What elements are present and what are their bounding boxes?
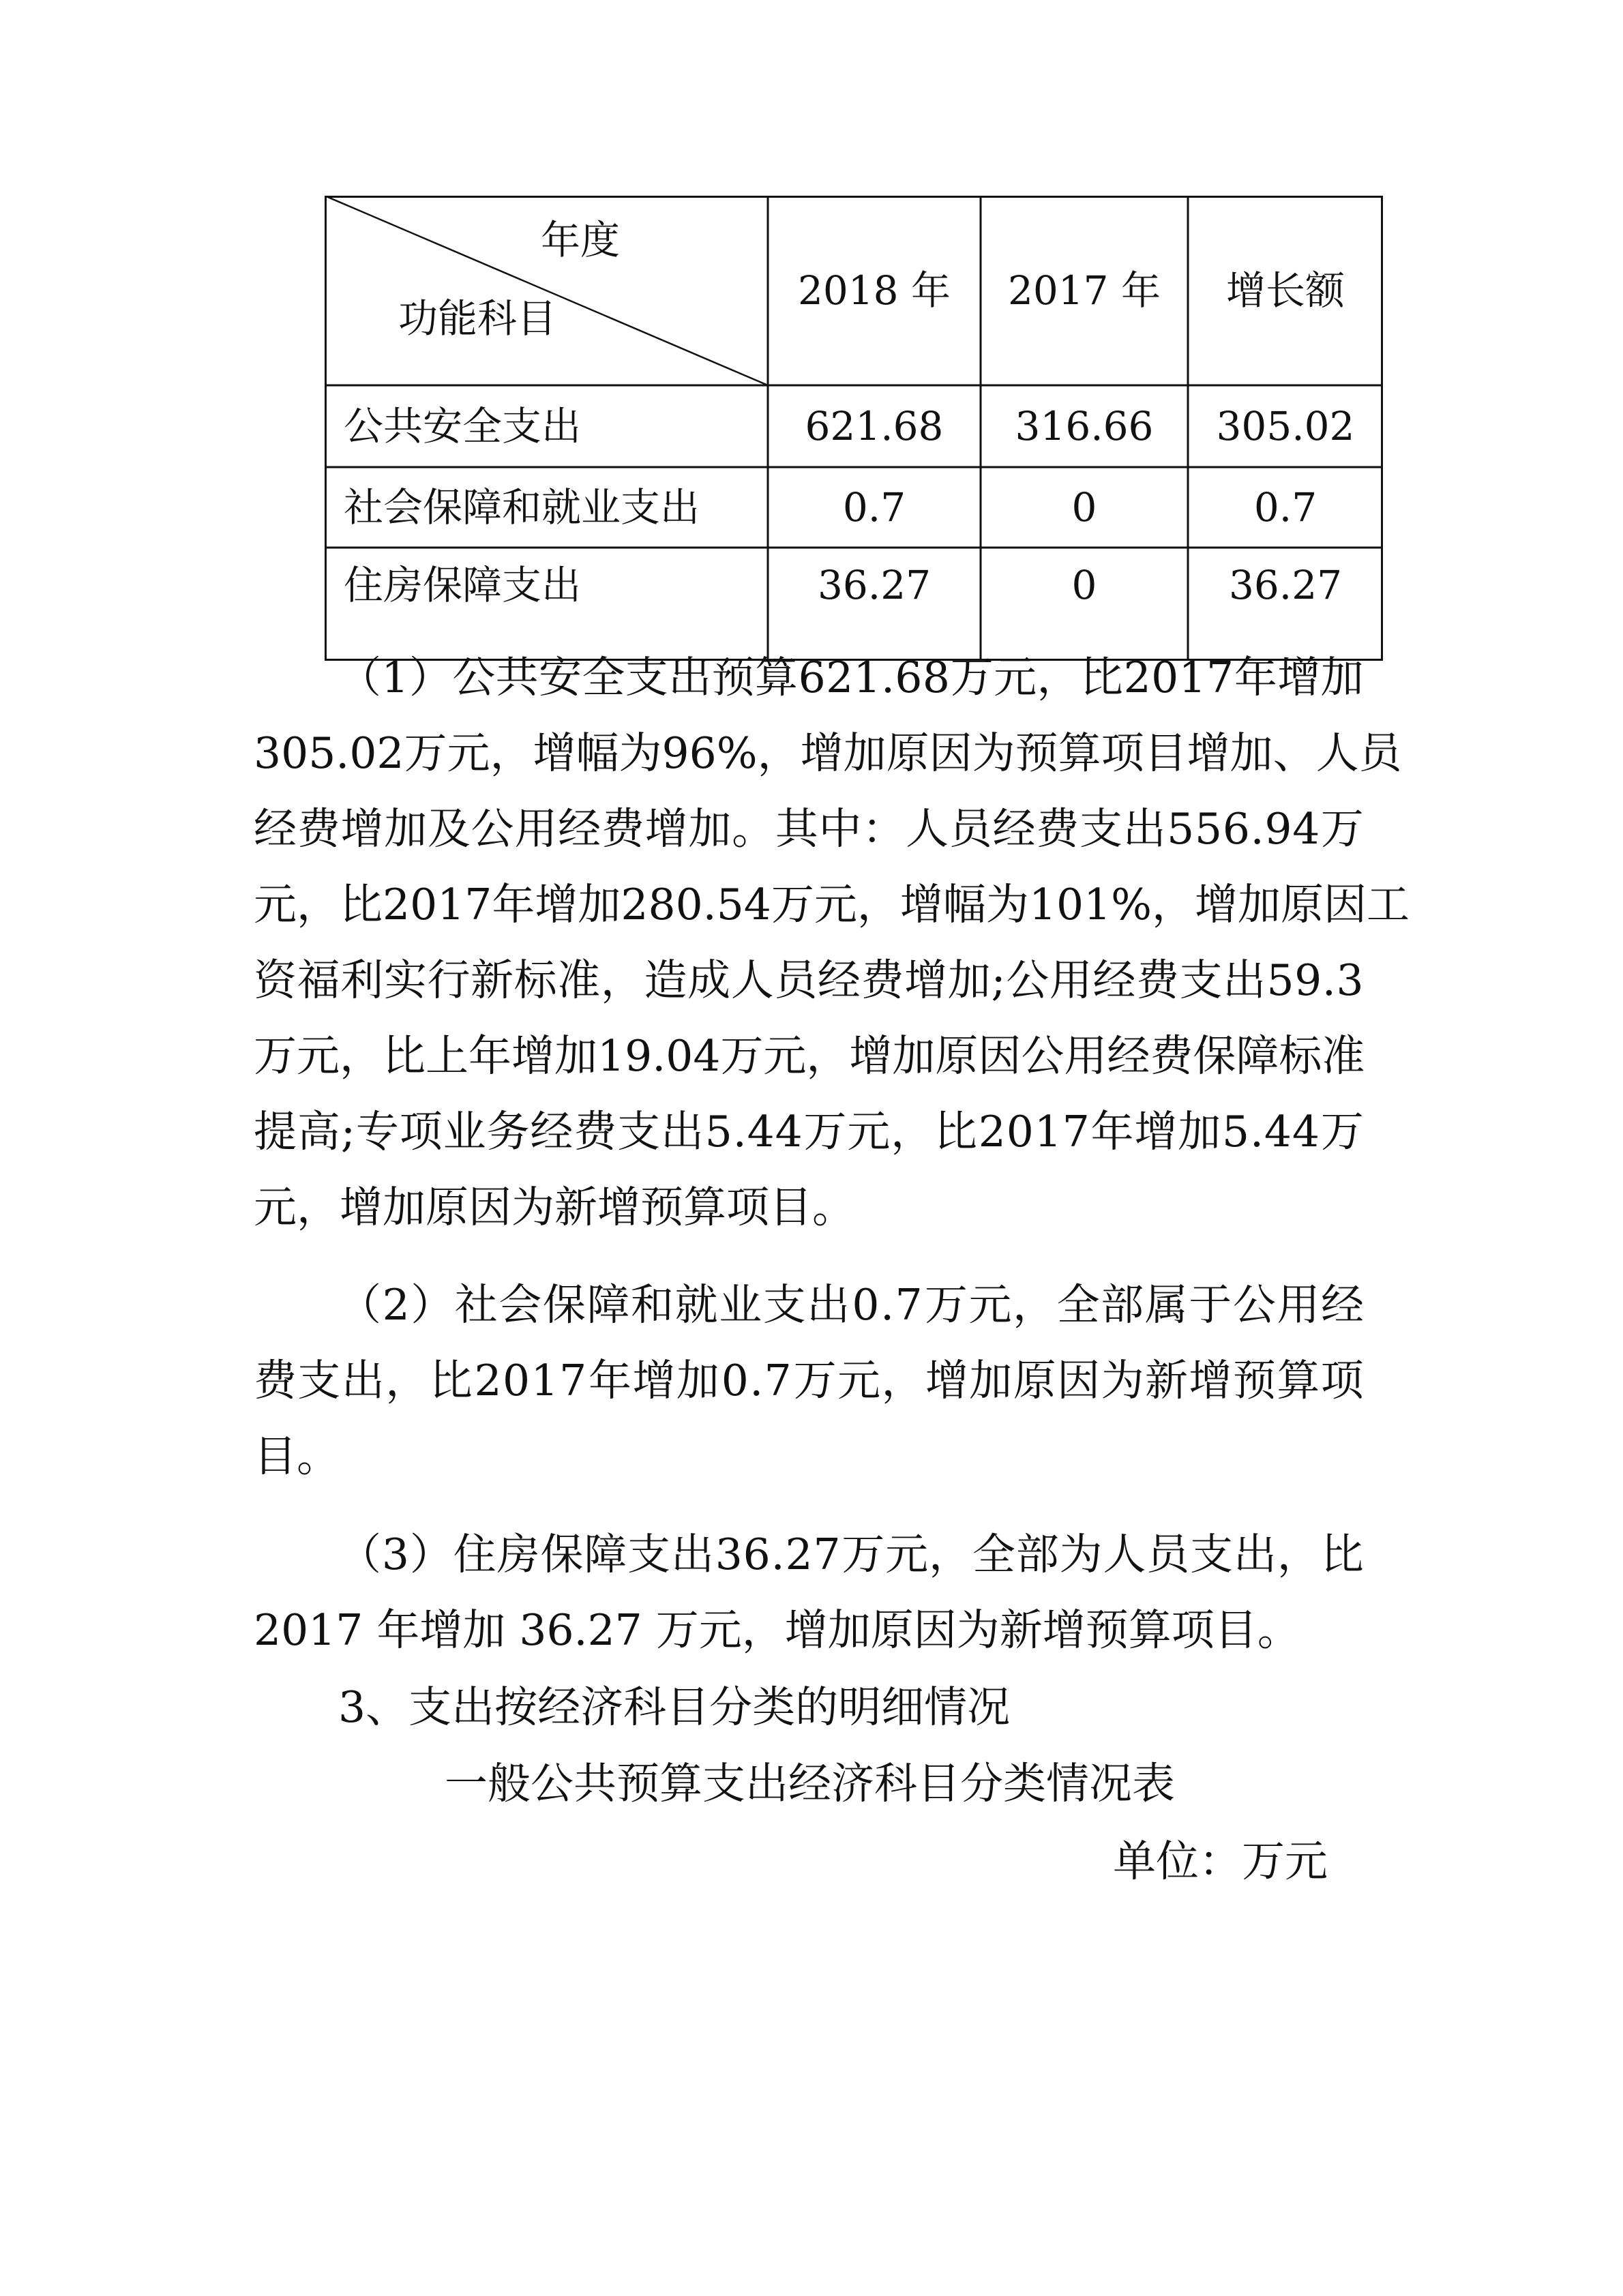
- row-label-public-security: 公共安全支出: [344, 403, 582, 449]
- header-year-label: 年度: [540, 217, 620, 263]
- paragraph-line: 目。: [254, 1431, 340, 1481]
- paragraph-line: 3 0 5 . 0 2 万 元 ， 增 幅 为 9 6 % ， 增 加 原 因 为 预 算 项 目 增 加 、 人 员: [254, 728, 1402, 778]
- paragraph-line: 经 费 增 加 及 公 用 经 费 增 加 。 其 中 ： 人 员 经 费 支 出 5 5 6 . 9 4 万: [254, 804, 1364, 854]
- table-cell: 0: [1071, 484, 1097, 531]
- row-label-social-security: 社会保障和就业支出: [344, 484, 700, 531]
- table-cell: 0.7: [842, 484, 906, 531]
- table-cell: 0: [1071, 562, 1097, 608]
- column-header-2018: 2018 年: [797, 267, 951, 314]
- table-cell: 36.27: [1228, 562, 1343, 608]
- paragraph-line: （ 2 ） 社 会 保 障 和 就 业 支 出 0 . 7 万 元 ， 全 部 属 于 公 用 经: [338, 1280, 1364, 1330]
- paragraph-line: （ 1 ） 公 共 安 全 支 出 预 算 6 2 1 . 6 8 万 元 ， 比 2 0 1 7 年 增 加: [338, 653, 1364, 702]
- table-title: 一般公共预算支出经济科目分类情况表: [445, 1759, 1175, 1808]
- paragraph-line: 2017 年增加 36.27 万元，增加原因为新增预算项目。: [254, 1605, 1300, 1655]
- table-cell: 305.02: [1216, 403, 1355, 449]
- paragraph-line: 费 支 出 ， 比 2 0 1 7 年 增 加 0 . 7 万 元 ， 增 加 原 因 为 新 增 预 算 项: [254, 1356, 1364, 1405]
- paragraph-line: （ 3 ） 住 房 保 障 支 出 3 6 . 2 7 万 元 ， 全 部 为 人 员 支 出 ， 比: [338, 1530, 1364, 1579]
- paragraph-line: 元，增加原因为新增预算项目。: [254, 1182, 855, 1232]
- section-heading: 3、支出按经济科目分类的明细情况: [338, 1682, 1011, 1732]
- table-cell: 36.27: [817, 562, 932, 608]
- row-label-housing: 住房保障支出: [344, 562, 582, 608]
- table-cell: 316.66: [1015, 403, 1154, 449]
- table-cell: 621.68: [805, 403, 944, 449]
- paragraph-line: 元 ， 比 2 0 1 7 年 增 加 2 8 0 . 5 4 万 元 ， 增 幅 为 1 0 1 % ， 增 加 原 因 工: [254, 880, 1410, 929]
- paragraph-line: 资 福 利 实 行 新 标 准 ， 造 成 人 员 经 费 增 加 ; 公 用 经 费 支 出 5 9 . 3: [254, 955, 1364, 1005]
- function-category-table: [325, 196, 1383, 661]
- paragraph-line: 提 高 ; 专 项 业 务 经 费 支 出 5 . 4 4 万 元 ， 比 2 0 1 7 年 增 加 5 . 4 4 万: [254, 1107, 1364, 1157]
- unit-label: 单位：万元: [1113, 1836, 1328, 1886]
- header-function-label: 功能科目: [398, 295, 556, 342]
- table-cell: 0.7: [1253, 484, 1317, 531]
- column-header-2017: 2017 年: [1007, 267, 1161, 314]
- paragraph-line: 万 元 ， 比 上 年 增 加 1 9 . 0 4 万 元 ， 增 加 原 因 公 用 经 费 保 障 标 准: [254, 1031, 1365, 1081]
- column-header-growth: 增长额: [1225, 267, 1345, 314]
